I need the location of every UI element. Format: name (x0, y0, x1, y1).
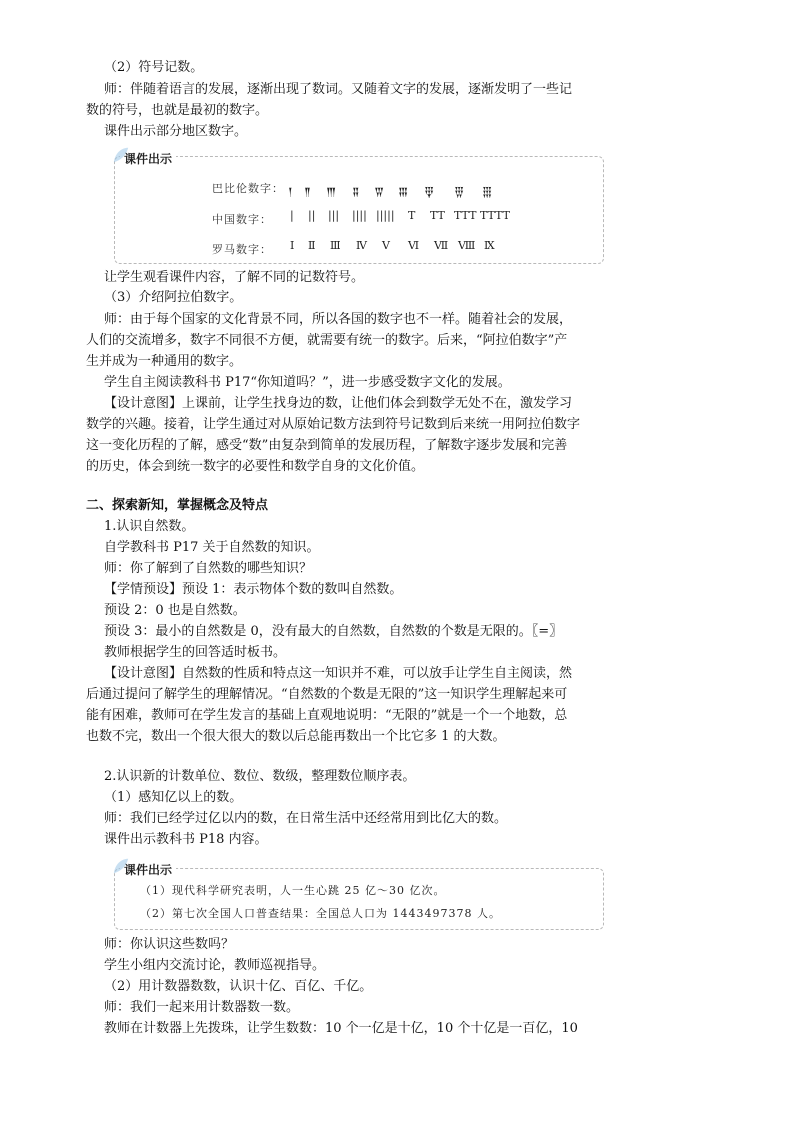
paragraph-line: 师：伴随着语言的发展，逐渐出现了数词。又随着文字的发展，逐渐发明了一些记 (104, 82, 573, 97)
numeral-symbol: | (290, 209, 294, 222)
numeral-symbol: Ⅶ (434, 239, 449, 252)
numeral-symbol: 𒐋 (398, 186, 409, 199)
courseware-tag (120, 861, 176, 878)
paragraph-line: 让学生观看课件内容，了解不同的记数符号。 (104, 270, 365, 285)
paragraph-line: 学生小组内交流讨论，教师巡视指导。 (104, 958, 326, 973)
numeral-symbol: 𒐊 (374, 186, 385, 199)
numeral-symbol: 𒈫 (304, 186, 311, 199)
paragraph-line: 生并成为一种通用的数字。 (86, 354, 243, 369)
numeral-symbol: ||| (328, 209, 340, 222)
paragraph-line: 预设 3：最小的自然数是 0，没有最大的自然数，自然数的个数是无限的。〖=〗 (104, 624, 563, 639)
subheading-arabic: （3）介绍阿拉伯数字。 (104, 290, 243, 305)
design-intent-line: 【设计意图】自然数的性质和特点这一知识并不难，可以放手让学生自主阅读，然 (104, 666, 573, 681)
paragraph-line: 教师在计数器上先拨珠，让学生数数：10 个一亿是十亿，10 个十亿是一百亿，10 (104, 1021, 578, 1036)
paragraph-line: 的历史，体会到统一数字的必要性和数学自身的文化价值。 (86, 459, 425, 474)
paragraph-line: 教师根据学生的回答适时板书。 (104, 645, 287, 660)
numeral-symbol: Ⅰ (290, 239, 295, 252)
paragraph-line: 师：你认识这些数吗？ (104, 937, 235, 952)
paragraph-line: 人们的交流增多，数字不同很不方便，就需要有统一的数字。后来，“阿拉伯数字”产 (86, 333, 568, 348)
numeral-symbol: Ⅸ (484, 239, 495, 252)
subheading-natural-numbers: 1.认识自然数。 (104, 519, 195, 534)
numeral-symbol: TT (430, 209, 445, 222)
numeral-symbol: || (308, 209, 316, 222)
design-intent-line: 【设计意图】上课前，让学生找身边的数，让他们体会到数学无处不在，激发学习 (104, 396, 573, 411)
numeral-symbol: Ⅵ (408, 239, 420, 252)
numeral-symbol: 𒑆 (482, 186, 493, 199)
paragraph-line: 师：你了解到了自然数的哪些知识？ (104, 561, 313, 576)
paragraph-line: 师：我们一起来用计数器数一数。 (104, 1000, 300, 1015)
courseware-tag-label: 课件出示 (124, 152, 173, 166)
numeral-symbol: Ⅲ (330, 239, 341, 252)
roman-label: 罗马数字： (212, 243, 272, 256)
section-heading: 二、探索新知，掌握概念及特点 (86, 498, 269, 513)
subheading-above-billion: （1）感知亿以上的数。 (104, 790, 243, 805)
paragraph-line: 预设 2：0 也是自然数。 (104, 603, 246, 618)
numeral-symbol: |||| (352, 209, 367, 222)
paragraph-line: 师：我们已经学过亿以内的数，在日常生活中还经常用到比亿大的数。 (104, 811, 508, 826)
courseware-tag (120, 150, 176, 167)
paragraph-line: 能有困难，教师可在学生发言的基础上直观地说明：“无限的”就是一个一个地数，总 (86, 708, 568, 723)
numeral-symbol: 𒐈 (326, 186, 337, 199)
paragraph-line: 师：由于每个国家的文化背景不同，所以各国的数字也不一样。随着社会的发展， (104, 312, 573, 327)
courseware-item: （2）第七次全国人口普查结果：全国总人口为 1443497378 人。 (140, 907, 501, 920)
subheading-symbol-counting: （2）符号记数。 (104, 60, 204, 75)
numeral-symbol: ||||| (376, 209, 395, 222)
paragraph-line: 课件出示部分地区数字。 (104, 124, 248, 139)
paragraph-line: 数的符号，也就是最初的数字。 (86, 103, 269, 118)
paragraph-line: 也数不完，数出一个很大很大的数以后总能再数出一个比它多 1 的大数。 (86, 729, 506, 744)
paragraph-line: 【学情预设】预设 1：表示物体个数的数叫自然数。 (104, 582, 403, 597)
babylon-label: 巴比伦数字： (212, 182, 284, 195)
courseware-item: （1）现代科学研究表明，人一生心跳 25 亿～30 亿次。 (140, 884, 446, 897)
numeral-symbol: T (408, 209, 416, 222)
subheading-counter: （2）用计数器数数，认识十亿、百亿、千亿。 (104, 979, 373, 994)
numeral-symbol: Ⅷ (458, 239, 476, 252)
leaf-icon (112, 857, 130, 875)
paragraph-line: 数学的兴趣。接着，让学生通过对从原始记数方法到符号记数到后来统一用阿拉伯数字 (86, 417, 581, 432)
numeral-symbol: 𒐉 (352, 186, 360, 199)
subheading-counting-units: 2.认识新的计数单位、数位、数级，整理数位顺序表。 (104, 769, 416, 784)
numeral-symbol: TTTT (480, 209, 510, 222)
paragraph-line: 学生自主阅读教科书 P17“你知道吗？”，进一步感受数字文化的发展。 (104, 375, 511, 390)
leaf-icon (112, 146, 130, 164)
paragraph-line: 课件出示教科书 P18 内容。 (104, 832, 268, 847)
paragraph-line: 自学教科书 P17 关于自然数的知识。 (104, 540, 320, 555)
numeral-symbol: 𒑂 (424, 186, 435, 199)
numeral-symbol: Ⅴ (382, 239, 390, 252)
chinese-label: 中国数字： (212, 213, 272, 226)
paragraph-line: 这一变化历程的了解，感受“数”由复杂到简单的发展历程，了解数字逐步发展和完善 (86, 438, 568, 453)
courseware-tag-label: 课件出示 (124, 863, 173, 877)
paragraph-line: 后通过提问了解学生的理解情况。“自然数的个数是无限的”这一知识学生理解起来可 (86, 687, 568, 702)
numeral-symbol: 𒑄 (454, 186, 465, 199)
numeral-symbol: TTT (454, 209, 477, 222)
numeral-symbol: Ⅳ (356, 239, 367, 252)
numeral-symbol: 𒁹 (288, 186, 293, 199)
numeral-symbol: Ⅱ (308, 239, 316, 252)
